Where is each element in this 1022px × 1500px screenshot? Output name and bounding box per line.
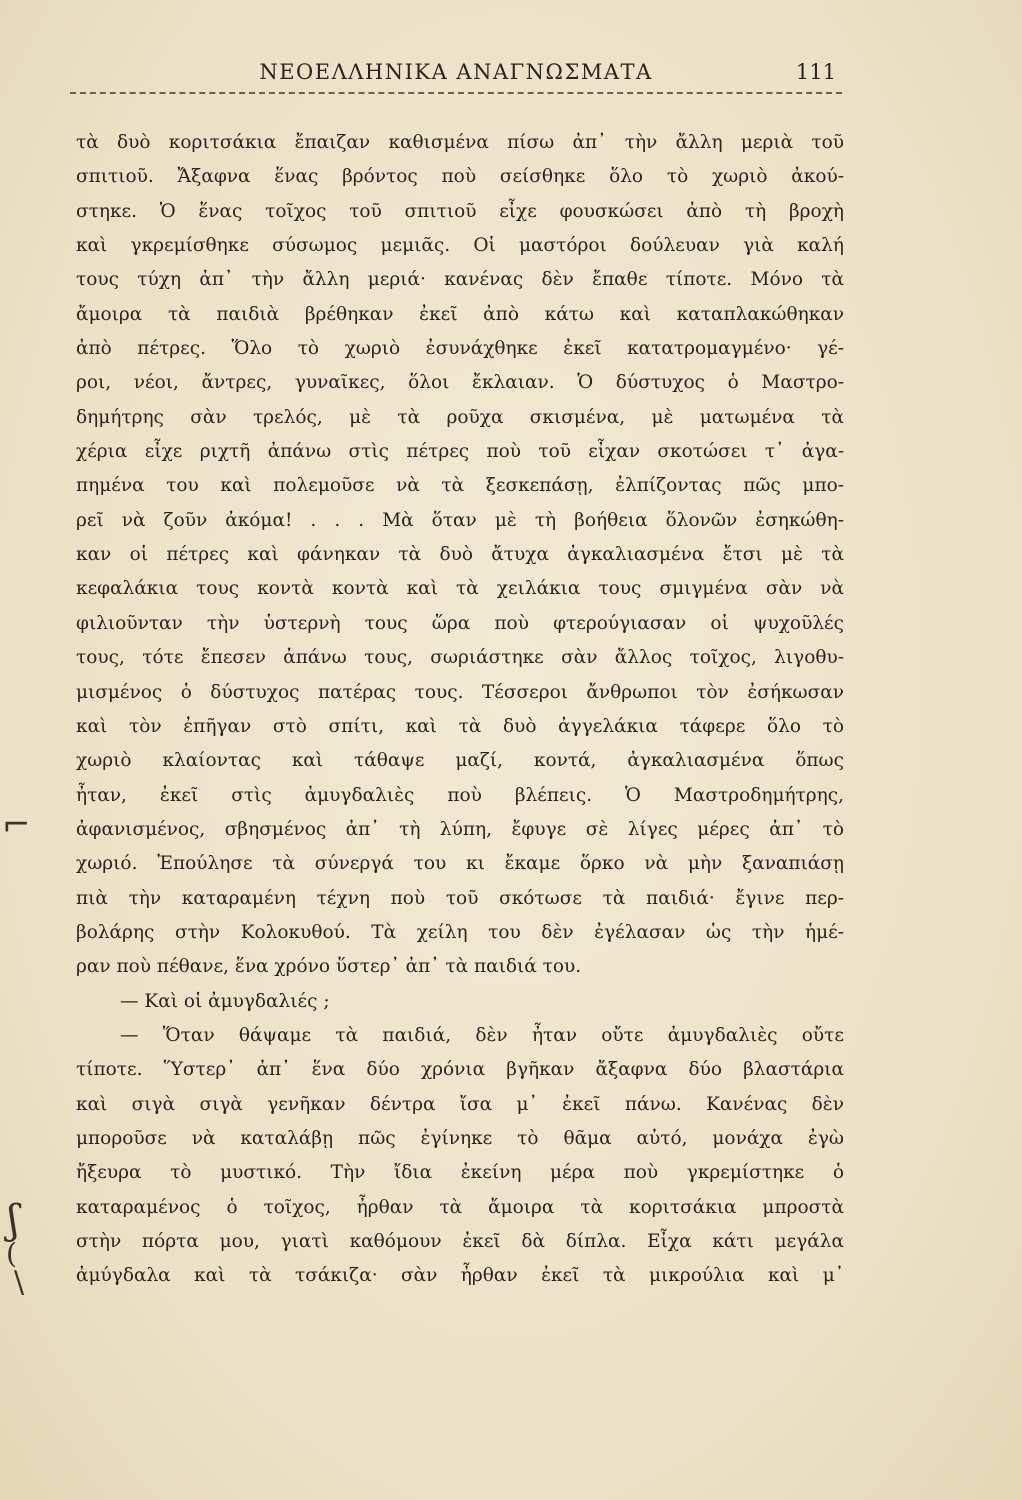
text-line: πιὰ τὴν καταραμένη τέχνη ποὺ τοῦ σκότωσε τὰ παιδιά· ἔγινε περ- — [76, 887, 844, 909]
text-line: σπιτιοῦ. Ἄξαφνα ἕνας βρόντος ποὺ σείσθηκε ὅλο τὸ χωριὸ ἀκού- — [76, 166, 844, 188]
text-line: ἀμύγδαλα καὶ τὰ τσάκιζα· σὰν ἦρθαν ἐκεῖ τὰ μικρούλια καὶ μ᾽ — [76, 1265, 844, 1287]
margin-pencil-mark: \ — [14, 1265, 25, 1300]
text-line: καν οἱ πέτρες καὶ φάνηκαν τὰ δυὸ ἄτυχα ἀγκαλιασμένα ἔτσι μὲ τὰ — [76, 544, 844, 566]
dialogue-line: — Καὶ οἱ ἀμυγδαλιές ; — [120, 990, 330, 1012]
text-line: ροι, νέοι, ἄντρες, γυναῖκες, ὅλοι ἔκλαιαν. Ὁ δύστυχος ὁ Μαστρο- — [76, 372, 844, 394]
text-line: μισμένος ὁ δύστυχος πατέρας τους. Τέσσεροι ἄνθρωποι τὸν ἐσήκωσαν — [76, 681, 844, 703]
text-line: τὰ δυὸ κοριτσάκια ἔπαιζαν καθισμένα πίσω ἀπ᾽ τὴν ἄλλη μεριὰ τοῦ — [76, 132, 844, 153]
text-line: φιλιοῦνταν τὴν ὑστερνὴ τους ὥρα ποὺ φτερούγιασαν οἱ ψυχοῦλές — [76, 612, 844, 634]
text-line: τους τύχη ἀπ᾽ τὴν ἄλλη μεριά· κανένας δὲν ἔπαθε τίποτε. Μόνο τὰ — [76, 269, 844, 291]
text-line: καὶ τὸν ἐπῆγαν στὸ σπίτι, καὶ τὰ δυὸ ἀγγελάκια τάφερε ὅλο τὸ — [76, 715, 844, 737]
text-line: ρεῖ νὰ ζοῦν ἀκόμα! . . . Μὰ ὅταν μὲ τὴ βοήθεια ὅλονῶν ἐσηκώθη- — [76, 509, 844, 531]
text-line: χέρια εἶχε ριχτῆ ἀπάνω στὶς πέτρες ποὺ τοῦ εἶχαν σκοτώσει τ᾽ ἀγα- — [76, 441, 844, 463]
text-line: ἄμοιρα τὰ παιδιὰ βρέθηκαν ἐκεῖ ἀπὸ κάτω καὶ καταπλακώθηκαν — [76, 303, 844, 325]
body-text — [76, 126, 844, 1294]
text-line: χωριὸ κλαίοντας καὶ τάθαψε μαζί, κοντά, ἀγκαλιασμένα ὅπως — [76, 750, 844, 772]
margin-pencil-mark: ʃ — [8, 1197, 19, 1243]
text-line: τίποτε. Ὕστερ᾽ ἀπ᾽ ἕνα δύο χρόνια βγῆκαν ἄξαφνα δύο βλαστάρια — [76, 1059, 844, 1081]
margin-bracket-mark: ⌐ — [2, 805, 31, 845]
running-title: ΝΕΟΕΛΛΗΝΙΚΑ ΑΝΑΓΝΩΣΜΑΤΑ — [259, 60, 653, 84]
text-line: καὶ γκρεμίσθηκε σύσωμος μεμιᾶς. Οἱ μαστόροι δούλευαν γιὰ καλή — [76, 235, 844, 257]
text-line: βολάρης στὴν Κολοκυθού. Τὰ χείλη του δὲν ἐγέλασαν ὡς τὴν ἡμέ- — [76, 921, 844, 943]
page-header — [70, 58, 842, 94]
text-line: στὴν πόρτα μου, γιατὶ καθόμουν ἐκεῖ δὰ δίπλα. Εἶχα κάτι μεγάλα — [76, 1231, 844, 1252]
text-line: ἦταν, ἐκεῖ στὶς ἀμυγδαλιὲς ποὺ βλέπεις. Ὁ Μαστροδημήτρης, — [76, 784, 844, 806]
text-line: δημήτρης σὰν τρελός, μὲ τὰ ροῦχα σκισμένα, μὲ ματωμένα τὰ — [76, 406, 844, 428]
text-line: πημένα του καὶ πολεμοῦσε νὰ τὰ ξεσκεπάσῃ, ἐλπίζοντας πῶς μπο- — [76, 475, 844, 497]
text-line: καταραμένος ὁ τοῖχος, ἦρθαν τὰ ἄμοιρα τὰ κοριτσάκια μπροστὰ — [76, 1196, 844, 1218]
text-line: ἤξευρα τὸ μυστικό. Τὴν ἴδια ἐκείνη μέρα ποὺ γκρεμίστηκε ὁ — [76, 1162, 844, 1184]
text-line: μποροῦσε νὰ καταλάβῃ πῶς ἐγίνηκε τὸ θᾶμα αὐτό, μονάχα ἐγὼ — [76, 1127, 844, 1149]
text-line: ἀφανισμένος, σβησμένος ἀπ᾽ τὴ λύπη, ἔφυγε σὲ λίγες μέρες ἀπ᾽ τὸ — [76, 818, 844, 840]
text-line-paragraph-end: ραν ποὺ πέθανε, ἕνα χρόνο ὕστερ᾽ ἀπ᾽ τὰ παιδιά του. — [76, 956, 582, 978]
text-line: κεφαλάκια τους κοντὰ κοντὰ καὶ τὰ χειλάκια τους σμιγμένα σὰν νὰ — [76, 578, 844, 600]
dialogue-line: — Ὅταν θάψαμε τὰ παιδιά, δὲν ἦταν οὔτε ἀμυγδαλιὲς οὔτε — [120, 1024, 844, 1046]
text-line: καὶ σιγὰ σιγὰ γενῆκαν δέντρα ἴσα μ᾽ ἐκεῖ πάνω. Κανένας δὲν — [76, 1093, 844, 1115]
page-number: 111 — [795, 60, 836, 84]
text-line: τους, τότε ἔπεσεν ἀπάνω τους, σωριάστηκε σὰν ἄλλος τοῖχος, λιγοθυ- — [76, 647, 844, 669]
margin-pencil-mark: ( — [6, 1237, 17, 1270]
text-line: ἀπὸ πέτρες. Ὅλο τὸ χωριὸ ἐσυνάχθηκε ἐκεῖ κατατρομαγμένο· γέ- — [76, 338, 844, 360]
text-line: χωριό. Ἐπούλησε τὰ σύνεργά του κι ἔκαμε ὅρκο νὰ μὴν ξαναπιάσῃ — [76, 853, 844, 875]
text-line: στηκε. Ὁ ἕνας τοῖχος τοῦ σπιτιοῦ εἶχε φουσκώσει ἀπὸ τὴ βροχὴ — [76, 200, 844, 222]
